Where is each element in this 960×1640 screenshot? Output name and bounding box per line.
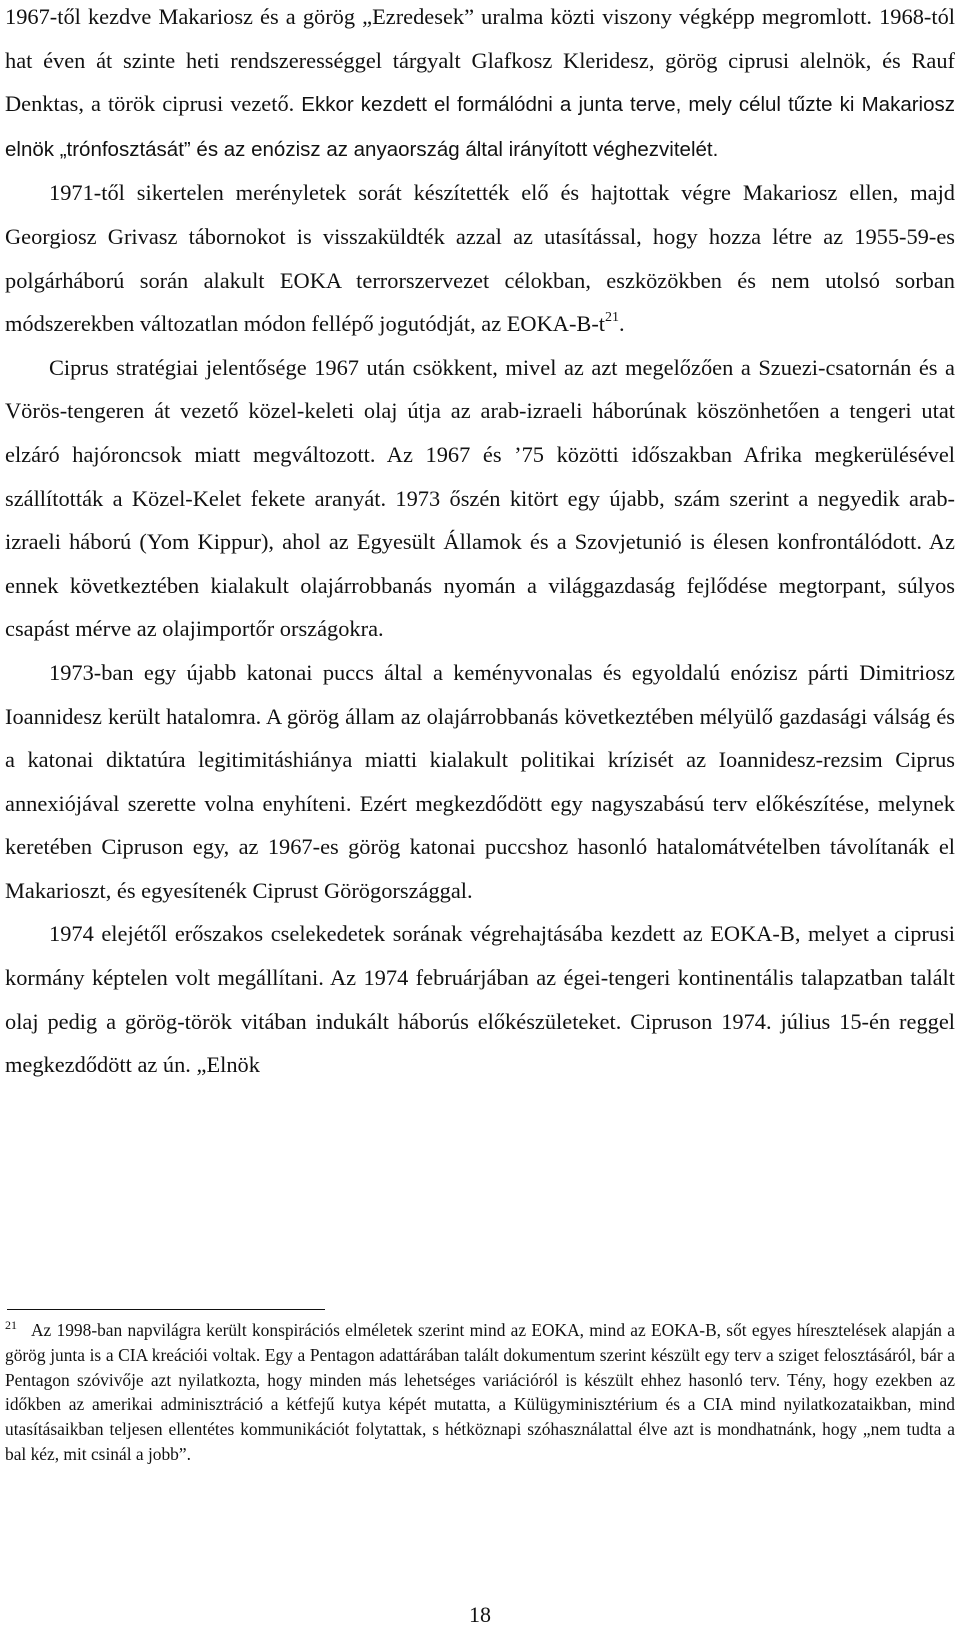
paragraph-1 (5, 0, 955, 171)
paragraph-2-end: . (619, 311, 625, 337)
document-page (5, 0, 955, 1640)
paragraph-5-text: 1974 elejétől erőszakos cselekedetek sorának végrehajtásába kezdett az EOKA-B, melyet a ciprusi kormány képtelen volt megállítani. Az 1974 februárjában az égei-tengeri kontinentális talapzatban talált olaj pedig a görög-török vitában indukált háborús előkészületeket. Cipruson 1974. július 15-én reggel megkezdődött az ún. „Elnök (5, 921, 955, 1078)
paragraph-3-text: Ciprus stratégiai jelentősége 1967 után csökkent, mivel az azt megelőzően a Szuezi-csatornán és a Vörös-tengeren át vezető közel-keleti olaj útja az arab-izraeli háborúnak köszönhetően a tengeri utat elzáró hajóroncsok miatt megváltozott. Az 1967 és ’75 közötti időszakban Afrika megkerülésével szállították a Közel-Kelet fekete aranyát. 1973 őszén kitört egy újabb, szám szerint a negyedik arab-izraeli háború (Yom Kippur), ahol az Egyesült Államok és a Szovjetunió is élesen konfrontálódott. Az ennek következtében kialakult olajárrobbanás nyomán a világgazdaság fejlődése megtorpant, súlyos csapást mérve az olajimportőr országokra. (5, 354, 955, 642)
paragraph-5 (5, 912, 955, 1086)
paragraph-2 (5, 171, 955, 345)
paragraph-4 (5, 651, 955, 913)
footnote-reference: 21 (605, 310, 620, 326)
footnote (5, 1318, 955, 1467)
body-text (5, 0, 955, 1087)
paragraph-4-text: 1973-ban egy újabb katonai puccs által a keményvonalas és egyoldalú enózisz párti Dimitriosz Ioannidesz került hatalomra. A görög állam az olajárrobbanás következtében mélyülő gazdasági válság és a katonai diktatúra legitimitáshiánya miatti kialakult politikai krízisét az Ioannidesz-rezsim Ciprus annexiójával szerette volna enyhíteni. Ezért megkezdődött egy nagyszabású terv előkészítése, melynek keretében Cipruson egy, az 1967-es görög katonai puccshoz hasonló hatalomátvételben távolítanák el Makarioszt, és egyesítenék Ciprust Görögországgal. (5, 659, 955, 903)
page-number: 18 (469, 1602, 491, 1627)
paragraph-1-text: 1967-től kezdve Makariosz és a görög „Ezredesek” uralma közti viszony végképp megromlott. 1968-tól hat éven át szinte heti rendszerességgel tárgyalt Glafkosz Kleridesz, görög ciprusi alelnök, és Rauf Denktas, a török ciprusi vezető. (5, 4, 955, 117)
paragraph-1-ekkor-text: Ekkor kezdett el formálódni a junta terve, mely célul tűzte ki Makariosz elnök „trónfosztását” és az enózisz az anyaország által irányított véghezvitelét. (5, 93, 956, 161)
footnote-text: Az 1998-ban napvilágra került konspirációs elméletek szerint mind az EOKA, mind az EOKA-B, sőt egyes híresztelések alapján a görög junta is a CIA kreációi voltak. Egy a Pentagon adattárában talált dokumentum szerint készült egy terv a sziget felosztásáról, bár a Pentagon szóvivője azt nyilatkozta, hogy minden más lehetséges variációról is készült ehhez hasonló terv. Tény, hogy ezekben az időkben az amerikai adminisztráció a kétfejű kutya képét mutatta, a Külügyminisztérium és a CIA mind nyilatkozataikban, mind utasításaikban teljesen ellentétes kommunikációt folytattak, s hétköznapi szóhasználattal élve azt is mondhatnánk, hogy „nem tudta a bal kéz, mit csinál a jobb”. (5, 1320, 955, 1464)
paragraph-2-text: 1971-től sikertelen merényletek sorát készítették elő és hajtottak végre Makariosz ellen, majd Georgiosz Grivasz tábornokot is visszaküldték azzal az utasítással, hogy hozza létre az 1955-59-es polgárháború során alakult EOKA terrorszervezet célokban, eszközökben és nem utolsó sorban módszerekben változatlan módon fellépő jogutódját, az EOKA-B-t (5, 180, 955, 337)
footnote-divider (7, 1309, 325, 1310)
paragraph-3 (5, 346, 955, 651)
footnote-marker: 21 (5, 1318, 17, 1332)
